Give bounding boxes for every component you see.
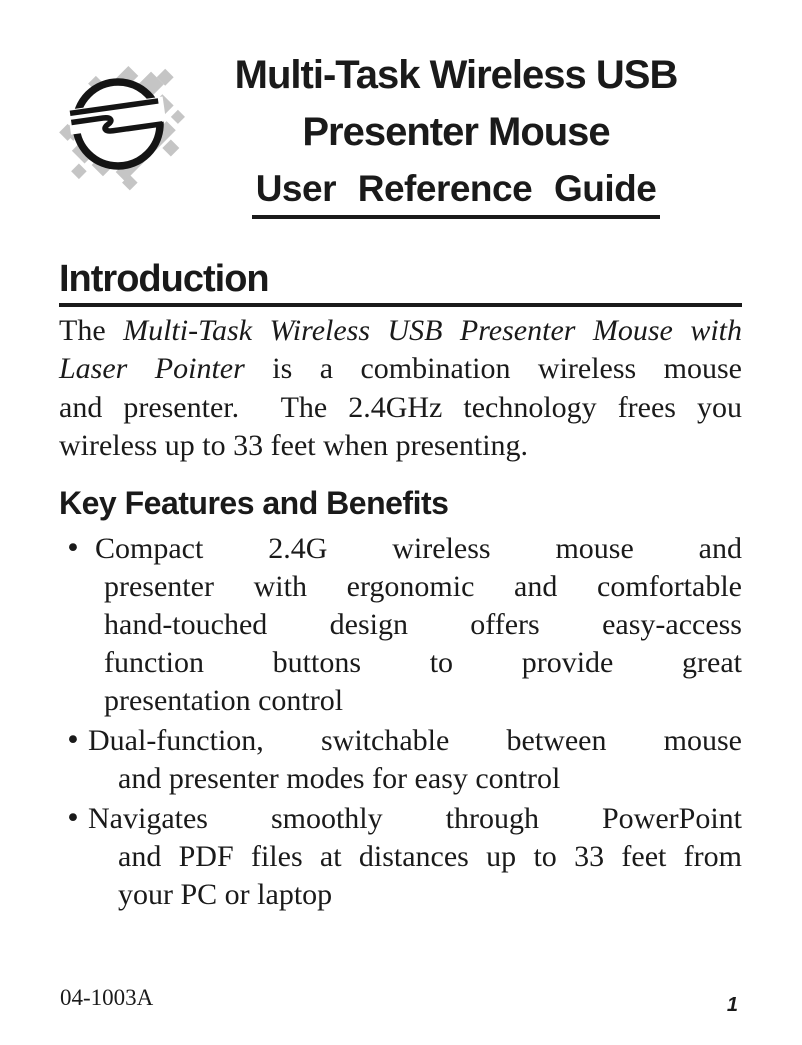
bullet-icon: • <box>65 725 81 756</box>
intro-line-1-italic: Multi-Task Wireless USB Presenter Mouse with <box>123 314 743 347</box>
feature-2-line-2: and presenter modes for easy control <box>118 762 561 795</box>
feature-1-line-4: function buttons to provide great <box>104 646 742 679</box>
feature-item-2 <box>59 722 742 798</box>
doc-subtitle-text: User Reference Guide <box>252 166 661 219</box>
doc-title-line-2: Presenter Mouse <box>302 110 610 154</box>
title-block <box>170 47 742 219</box>
feature-1-line-2: presenter with ergonomic and comfortable <box>104 570 742 603</box>
footer-doc-number: 04-1003A <box>60 985 154 1010</box>
feature-1-line-3: hand-touched design offers easy-access <box>104 608 742 641</box>
feature-1-line-1: Compact 2.4G wireless mouse and <box>95 532 742 565</box>
introduction-heading: Introduction <box>59 258 269 300</box>
intro-line-2 <box>59 350 742 388</box>
intro-line-1 <box>59 312 742 350</box>
feature-3-line-1: Navigates smoothly through PowerPoint <box>88 802 742 835</box>
intro-line-2-italic: Laser Pointer <box>59 352 245 386</box>
intro-line-4: wireless up to 33 feet when presenting. <box>59 429 529 463</box>
intro-line-2-roman: is a combination wireless mouse <box>244 352 742 386</box>
intro-line-3: and presenter. The 2.4GHz technology frees you <box>59 390 742 424</box>
feature-1-line-5: presentation control <box>104 684 344 717</box>
bullet-icon: • <box>65 803 81 834</box>
features-list <box>59 530 742 914</box>
features-heading: Key Features and Benefits <box>59 485 449 521</box>
feature-3-line-3: your PC or laptop <box>118 878 333 911</box>
section-rule <box>59 303 742 307</box>
intro-line-1-roman: The <box>59 314 124 347</box>
feature-3-line-2: and PDF files at distances up to 33 feet from <box>118 840 742 873</box>
feature-2-line-1: Dual-function, switchable between mouse <box>88 724 742 757</box>
doc-title-line-1: Multi-Task Wireless USB <box>234 53 678 97</box>
doc-subtitle <box>170 166 742 219</box>
introduction-paragraph <box>59 312 742 466</box>
feature-item-1 <box>59 530 742 720</box>
footer-page-number: 1 <box>726 994 738 1016</box>
feature-item-3 <box>59 800 742 914</box>
bullet-icon: • <box>65 533 81 564</box>
